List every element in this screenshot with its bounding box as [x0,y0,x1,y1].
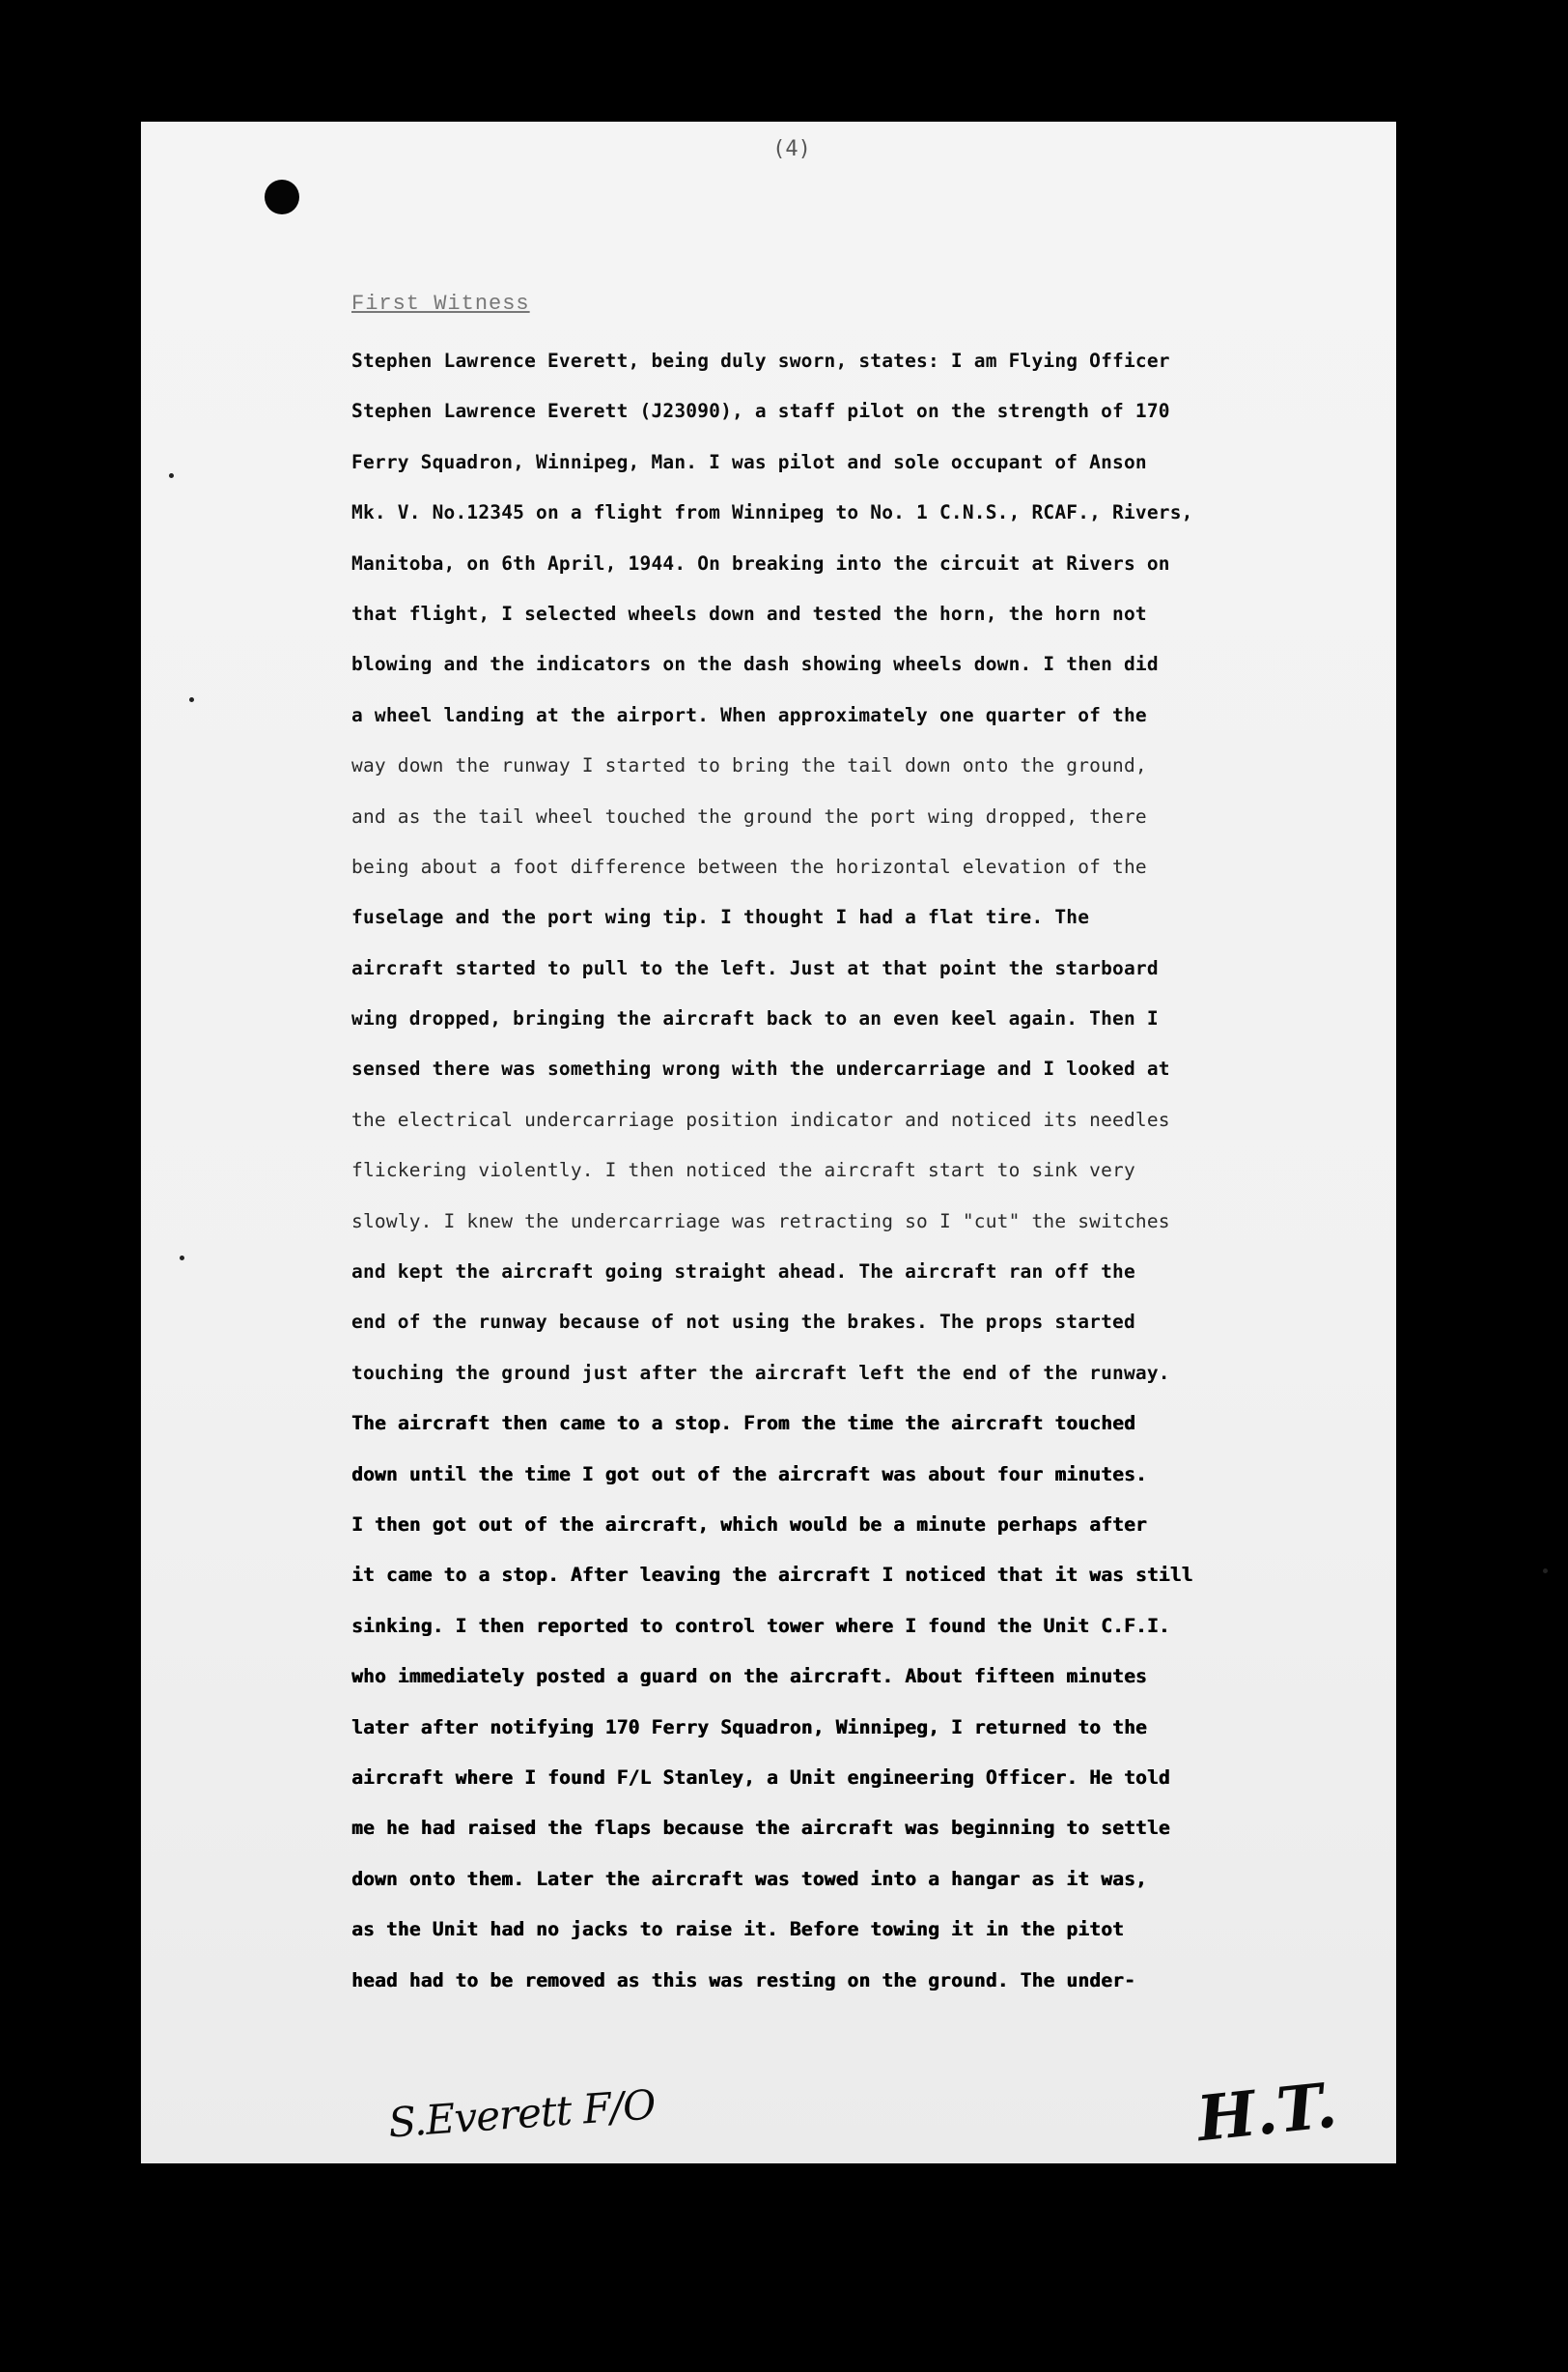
text-line: wing dropped, bringing the aircraft back to an even keel again. Then I [351,1007,1159,1031]
text-line: down until the time I got out of the aircraft was about four minutes. [351,1462,1147,1485]
text-line: fuselage and the port wing tip. I thought I had a flat tire. The [351,906,1090,929]
testimony-body [351,336,1321,2006]
scan-speck [1543,1568,1548,1573]
text-line: head had to be removed as this was resting on the ground. The under- [351,1968,1135,1991]
text-line: Stephen Lawrence Everett (J23090), a staff pilot on the strength of 170 [351,400,1170,423]
text-line: blowing and the indicators on the dash showing wheels down. I then did [351,653,1159,676]
text-line: who immediately posted a guard on the aircraft. About fifteen minutes [351,1665,1147,1688]
text-line: slowly. I knew the undercarriage was retracting so I "cut" the switches [351,1209,1170,1232]
scan-speck [189,697,194,702]
text-line: The aircraft then came to a stop. From the time the aircraft touched [351,1412,1135,1435]
text-line: Stephen Lawrence Everett, being duly sworn, states: I am Flying Officer [351,350,1170,372]
text-line: me he had raised the flaps because the aircraft was beginning to settle [351,1817,1170,1840]
scan-speck [169,473,174,478]
text-line: aircraft where I found F/L Stanley, a Unit engineering Officer. He told [351,1765,1170,1789]
text-line: sensed there was something wrong with the undercarriage and I looked at [351,1058,1170,1081]
section-heading: First Witness [351,292,530,316]
page-number: (4) [772,137,811,161]
text-line: down onto them. Later the aircraft was towed into a hangar as it was, [351,1867,1147,1890]
text-line: a wheel landing at the airport. When approximately one quarter of the [351,703,1147,726]
text-line: it came to a stop. After leaving the aircraft I noticed that it was still [351,1564,1193,1587]
witness-signature: S.Everett F/O [386,2080,658,2147]
text-line: and kept the aircraft going straight ahead. The aircraft ran off the [351,1260,1135,1284]
text-line: touching the ground just after the aircraft left the end of the runway. [351,1361,1170,1384]
text-line: and as the tail wheel touched the ground the port wing dropped, there [351,805,1147,828]
text-line: that flight, I selected wheels down and tested the horn, the horn not [351,602,1147,625]
text-line: later after notifying 170 Ferry Squadron, Winnipeg, I returned to the [351,1715,1147,1738]
text-line: as the Unit had no jacks to raise it. Before towing it in the pitot [351,1918,1124,1941]
text-line: Mk. V. No.12345 on a flight from Winnipeg to No. 1 C.N.S., RCAF., Rivers, [351,501,1193,524]
officer-initials: H.T. [1193,2069,1340,2157]
text-line: being about a foot difference between the horizontal elevation of the [351,855,1147,878]
punch-hole [265,180,299,214]
text-line: the electrical undercarriage position indicator and noticed its needles [351,1108,1170,1131]
text-line: I then got out of the aircraft, which would be a minute perhaps after [351,1512,1147,1536]
scan-speck [180,1256,184,1260]
text-line: sinking. I then reported to control tower where I found the Unit C.F.I. [351,1614,1170,1637]
text-line: aircraft started to pull to the left. Just at that point the starboard [351,956,1159,979]
text-line: way down the runway I started to bring the tail down onto the ground, [351,754,1147,777]
text-line: flickering violently. I then noticed the aircraft start to sink very [351,1159,1135,1182]
text-line: Ferry Squadron, Winnipeg, Man. I was pilot and sole occupant of Anson [351,450,1147,473]
text-line: Manitoba, on 6th April, 1944. On breaking into the circuit at Rivers on [351,551,1170,575]
text-line: end of the runway because of not using the brakes. The props started [351,1311,1135,1334]
